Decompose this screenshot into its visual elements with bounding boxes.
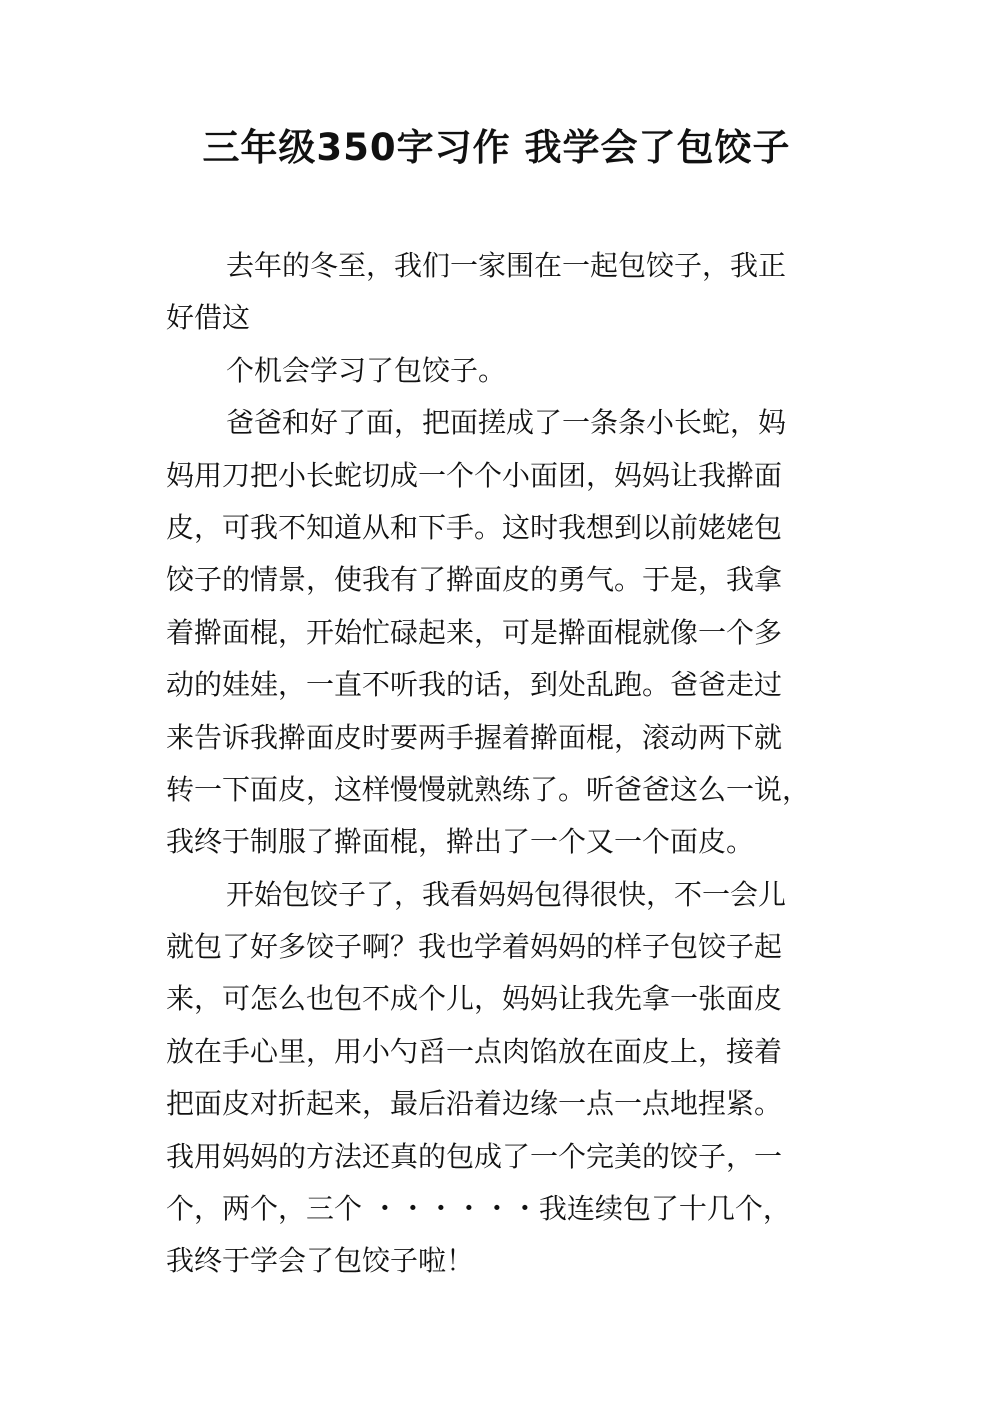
essay-line: 妈用刀把小长蛇切成一个个小面团，妈妈让我擀面 [166, 458, 783, 492]
essay-line: 个，两个，三个 ・・・・・・我连续包了十几个， [166, 1192, 791, 1226]
essay-line: 去年的冬至，我们一家围在一起包饺子，我正 [226, 249, 787, 282]
essay-line: 好借这 [166, 301, 251, 335]
essay-line: 动的娃娃，一直不听我的话，到处乱跑。爸爸走过 [166, 668, 783, 702]
essay-line: 着擀面棍，开始忙碌起来，可是擀面棍就像一个多 [166, 615, 783, 649]
essay-line: 个机会学习了包饺子。 [226, 353, 507, 387]
essay-line: 我终于制服了擀面棍，擀出了一个又一个面皮。 [166, 825, 755, 859]
essay-line: 把面皮对折起来，最后沿着边缘一点一点地捏紧。 [166, 1087, 783, 1121]
essay-line: 饺子的情景，使我有了擀面皮的勇气。于是，我拿 [166, 563, 783, 597]
essay-line: 我用妈妈的方法还真的包成了一个完美的饺子，一 [166, 1139, 783, 1173]
essay-line: 我终于学会了包饺子啦！ [166, 1244, 475, 1278]
essay-line: 开始包饺子了，我看妈妈包得很快，不一会儿 [226, 877, 787, 911]
essay-line: 皮，可我不知道从和下手。这时我想到以前姥姥包 [166, 510, 783, 544]
essay-line: 来，可怎么也包不成个儿，妈妈让我先拿一张面皮 [166, 982, 783, 1016]
essay-line: 就包了好多饺子啊？我也学着妈妈的样子包饺子起 [166, 930, 783, 964]
essay-line: 放在手心里，用小勺舀一点肉馅放在面皮上，接着 [166, 1034, 783, 1068]
page-title: 三年级350字习作 我学会了包饺子 [202, 126, 791, 169]
essay-body [166, 240, 831, 1288]
essay-line: 爸爸和好了面，把面搓成了一条条小长蛇，妈 [226, 406, 787, 440]
essay-line: 转一下面皮，这样慢慢就熟练了。听爸爸这么一说， [166, 772, 811, 806]
essay-line: 来告诉我擀面皮时要两手握着擀面棍，滚动两下就 [166, 720, 783, 754]
